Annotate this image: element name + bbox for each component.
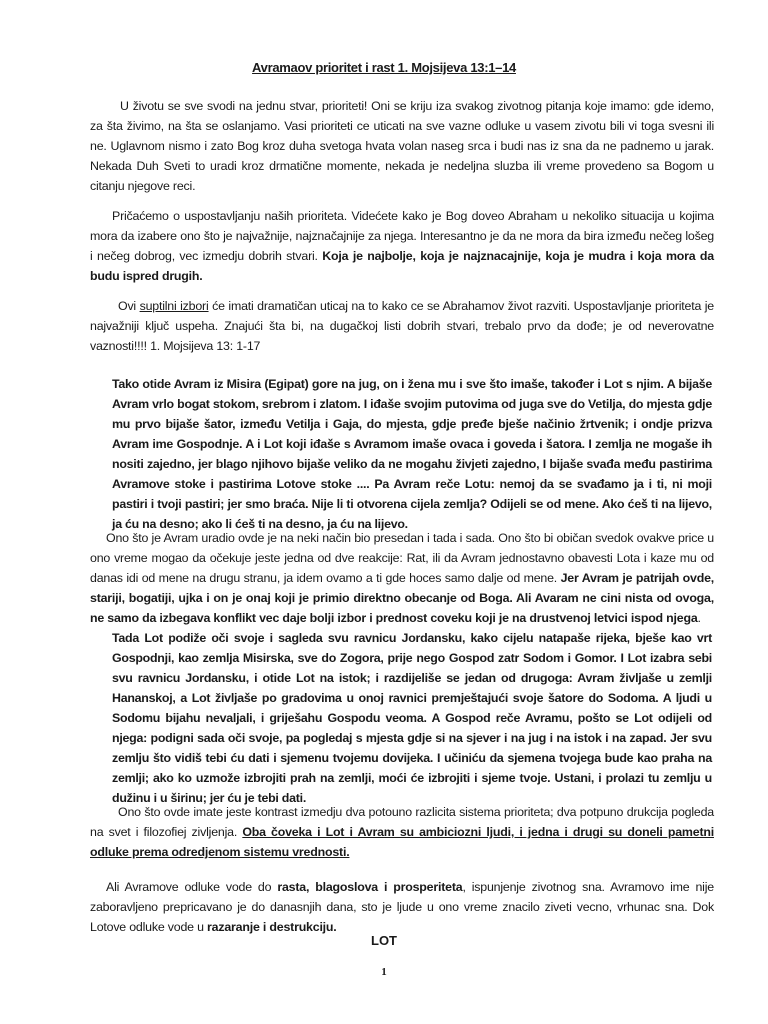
paragraph-priorities-text: Pričaćemo o uspostavljanju naših prioriteta. Videćete kako je Bog doveo Abraham u nekoliko situacija u kojima mora da izabere ono što je najvažnije, najznačajnije za njega. Interesantno je da ne mora da bira između nečeg lošeg i nečeg dobrog, vec izmedju dobrih stvari. [90,209,714,263]
paragraph-outcomes-text: , ispunjenje zivotnog sna. Avramovo ime nije zaboravljeno prepricavano je do danasnjih dana, sto je ljude u ono vreme znacilo ziveti vecno, vrhunac sna. Dok Lotove odluke vode u [90,880,714,934]
page-number: 1 [381,966,387,978]
scripture-quote-2: Tada Lot podiže oči svoje i sagleda svu ravnicu Jordansku, kako cijelu natapaše rijeka, bješe kao vrt Gospodnji, kao zemlja Misirska, sve do Zogora, prije nego Gospod zatr Sodom i Gomor. I Lot izabra sebi svu ravnicu Jordansku, i otide Lot na istok; i razdijeliše se jedan od drugoga: Avram življaše u zemlji Hananskoj, a Lot življaše po gradovima u onoj ravnici premještajući svoje šatore do Sodoma. A ljudi u Sodomu bijahu nevaljali, i griješahu Gospodu veoma. A Gospod reče Avramu, pošto se Lot odijeli od njega: podigni sada oči svoje, pa pogledaj s mjesta gdje si na sjever i na jug i na istok i na zapad. Jer svu zemlju što vidiš tebi ću dati i sjemenu tvojemu dovijeka. I učiniću da sjemena tvojega bude kao praha na zemlji; ako ko uzmože izbrojiti prah na zemlji, moći će izbrojiti i sjeme tvoje. Ustani, i prolazi tu zemlju u dužinu i u širinu; jer ću je tebi dati. [112,631,712,805]
paragraph-subtle-choices [90,296,714,356]
paragraph-subtle-underline: suptilni izbori [139,299,209,313]
paragraph-outcomes-destruction: razaranje i destrukciju. [207,920,337,934]
paragraph-outcomes-lead: Ali Avramove odluke vode do [106,880,278,894]
paragraph-outcomes-growth: rasta, blagoslova i prosperiteta [277,880,463,894]
paragraph-subtle-text: će imati dramatičan uticaj na to kako ce se Abrahamov život razviti. Uspostavljanje prioriteta je najvažniji ključ uspeha. Znajući šta bi, na dugačkoj listi dobrih stvari, trebalo prvo da dođe; je od neverovatne vaznosti!!!! 1. Mojsijeva 13: 1-17 [90,299,715,353]
document-title: Avramaov prioritet i rast 1. Mojsijeva 13:1–14 [252,60,516,75]
paragraph-subtle-lead: Ovi [118,299,140,313]
section-heading-lot: LOT [371,933,397,948]
paragraph-priorities-emphasis: Koja je najbolje, koja je najznacajnije, koja je mudra i koja mora da budu ispred drugih. [90,249,714,283]
paragraph-intro-text: U životu se sve svodi na jednu stvar, prioriteti! Oni se kriju iza svakog zivotnog pitanja koje imamo: gde idemo, za šta živimo, na šta se oslanjamo. Vasi prioriteti ce uticati na sve vazne odluke u vasem zivotu bili vi toga svesni ili ne. Uglavnom nismo i zato Bog kroz duha svetoga hvata volan naseg srca i budi nas iz sna da ne padnemo u jarak. Nekada Duh Sveti to uradi kroz drmatične momente, nekada je nedeljna sluzba ili vreme provedeno sa Bogom u citanju njegove reci. [90,99,714,193]
paragraph-outcomes [90,877,714,937]
paragraph-contrast-text: Ono što ovde imate jeste kontrast izmedju dva potouno razlicita sistema prioriteta; dva potpuno drukcija pogleda na svet i filozofiej zivljenja. [90,805,714,839]
paragraph-precedent [90,528,714,628]
paragraph-precedent-emphasis: Jer Avram je patrijah ovde, stariji, bogatiji, ujka i on je onaj koji je primio direktno obecanje od Boga. Ali Avaram ne cini nista od ovoga, ne samo da izbegava konflikt vec daje bolji izbor i prednost coveku koji je na drustvenoj letvici ispod njega [90,571,714,625]
paragraph-priorities [90,206,714,286]
paragraph-precedent-text: Ono što je Avram uradio ovde je na neki način bio presedan i tada i sada. Ono što bi običan svedok ovakve price u ono vreme mogao da očekuje jeste jedna od dve reakcije: Rat, ili da Avram jednostavno obavesti Lota i kaze mu od danas idi od mene na drugu stranu, ja idem ovamo a ti gde hoces samo dalje od mene. [90,531,714,585]
paragraph-contrast-emphasis: Oba čoveka i Lot i Avram su ambiciozni ljudi, i jedna i drugi su doneli pametni odluke prema odredjenom sistemu vrednosti. [90,825,714,859]
paragraph-intro [90,96,714,196]
paragraph-contrast [90,802,714,862]
scripture-quote-1: Tako otide Avram iz Misira (Egipat) gore na jug, on i žena mu i sve što imaše, također i Lot s njim. A bijaše Avram vrlo bogat stokom, srebrom i zlatom. I iđaše svojim putovima od juga sve do Vetilja, do mjesta gdje mu prvo bijaše šator, između Vetilja i Gaja, do mjesta, gdje pređe bješe načinio žrtvenik; i ondje prizva Avram ime Gospodnje. A i Lot koji iđaše s Avramom imaše ovaca i goveda i šatora. I zemlja ne mogaše ih nositi zajedno, jer blago njihovo bijaše veliko da ne mogahu živjeti zajedno, I bijaše svađa među pastirima Avramove stoke i pastirima Lotove stoke .... Pa Avram reče Lotu: nemoj da se svađamo ja i ti, ni moji pastiri i tvoji pastiri; jer smo braća. Nije li ti otvorena cijela zemlja? Odijeli se od mene. Ako ćeš ti na lijevo, ja ću na desno; ako li ćeš ti na desno, ja ću na lijevo. [112,377,712,531]
paragraph-precedent-end: . [697,611,701,625]
